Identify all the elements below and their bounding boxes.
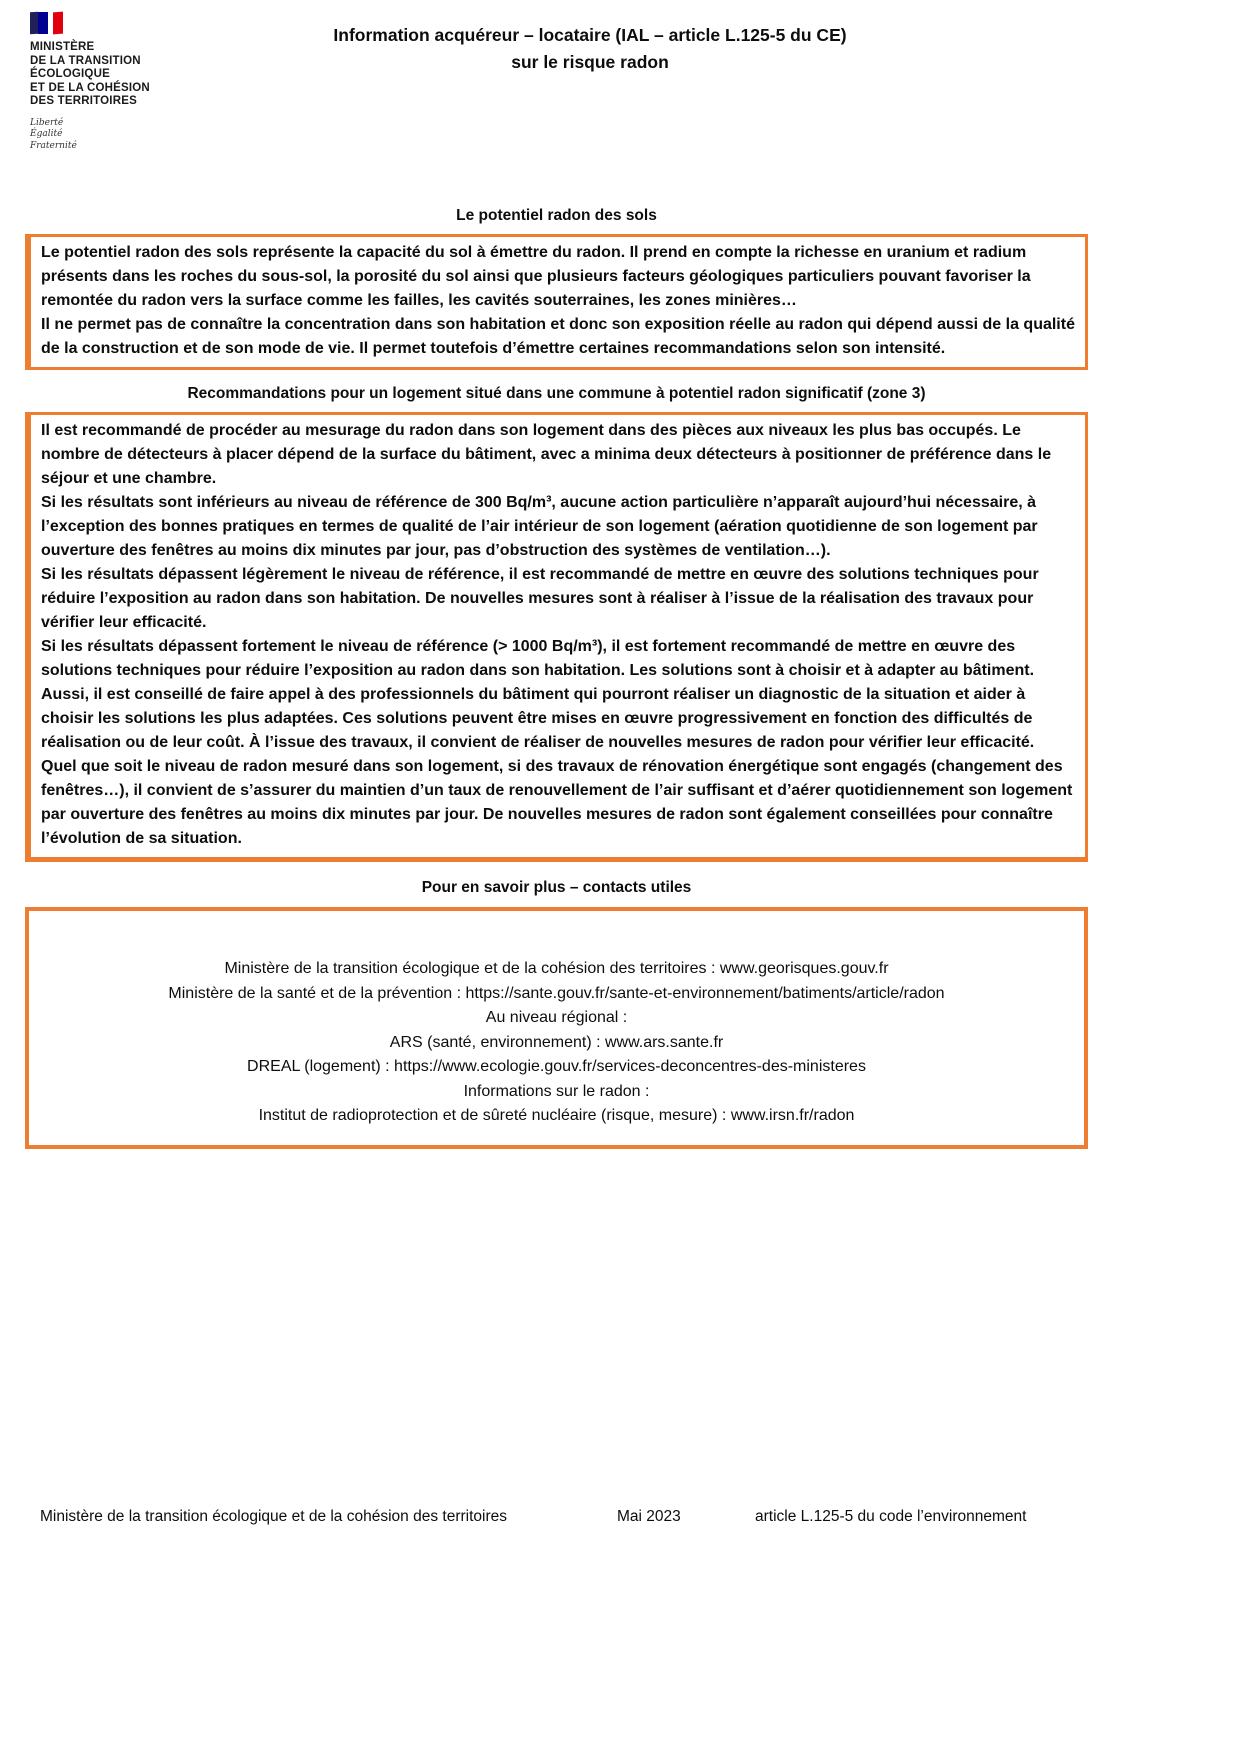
- contact-line: Institut de radioprotection et de sûreté nucléaire (risque, mesure) : www.irsn.fr/radon: [258, 1107, 855, 1124]
- contacts-box: [25, 907, 1088, 1149]
- republic-motto: [30, 118, 150, 153]
- paragraph: Le potentiel radon des sols représente la capacité du sol à émettre du radon. Il prend en compte la richesse en uranium et radium présents dans les roches du sous-sol, la porosité du sol ainsi que plusieurs facteurs géologiques particuliers pouvant favoriser la remontée du radon vers la surface comme les failles, les cavités souterraines, les zones minières…: [41, 244, 1031, 309]
- paragraph: Si les résultats dépassent fortement le niveau de référence (> 1000 Bq/m³), il est fortement recommandé de mettre en œuvre des solutions techniques pour réduire l’exposition au radon dans son habitation. Les solutions sont à choisir et à adapter au bâtiment. Aussi, il est conseillé de faire appel à des professionnels du bâtiment qui pourront réaliser un diagnostic de la situation et aider à choisir les solutions les plus adaptées. Ces solutions peuvent être mises en œuvre progressivement en fonction des difficultés de réalisation ou de leur coût. À l’issue des travaux, il convient de réaliser de nouvelles mesures de radon pour vérifier leur efficacité.: [41, 638, 1035, 751]
- section-heading-contacts: Pour en savoir plus – contacts utiles: [421, 879, 692, 896]
- contact-line: Informations sur le radon :: [463, 1082, 650, 1100]
- paragraph: Si les résultats sont inférieurs au niveau de référence de 300 Bq/m³, aucune action particulière n’apparaît aujourd’hui nécessaire, à l’exception des bonnes pratiques en termes de qualité de l’air intérieur de son logement (aération quotidienne de son logement par ouverture des fenêtres au moins dix minutes par jour, pas d’obstruction des systèmes de ventilation…).: [41, 494, 1038, 559]
- paragraph: Il est recommandé de procéder au mesurage du radon dans son logement dans des pièces aux niveaux les plus bas occupés. Le nombre de détecteurs à placer dépend de la surface du bâtiment, avec a minima deux détecteurs à positionner de préférence dans le séjour et une chambre.: [41, 422, 1052, 487]
- paragraph: Si les résultats dépassent légèrement le niveau de référence, il est recommandé de mettre en œuvre des solutions techniques pour réduire l’exposition au radon dans son habitation. De nouvelles mesures sont à réaliser à l’issue de la réalisation des travaux pour vérifier leur efficacité.: [41, 566, 1039, 631]
- potentiel-radon-box: [25, 234, 1088, 370]
- french-flag-icon: [30, 12, 67, 34]
- title-line-2: sur le risque radon: [511, 52, 669, 72]
- flag-fold-bar: [30, 12, 38, 35]
- flag-blue-bar: [38, 12, 48, 34]
- paragraph: Quel que soit le niveau de radon mesuré dans son logement, si des travaux de rénovation énergétique sont engagés (changement des fenêtres…), il convient de s’assurer du maintien d’un taux de renouvellement de l’air suffisant et d’aérer quotidiennement son logement par ouverture des fenêtres au moins dix minutes par jour. De nouvelles mesures de radon sont également conseillées pour connaître l’évolution de sa situation.: [41, 758, 1073, 847]
- motto-line: Égalité: [30, 129, 63, 139]
- footer-date: Mai 2023: [617, 1508, 681, 1525]
- contact-line: Ministère de la transition écologique et de la cohésion des territoires : www.georisques.gouv.fr: [224, 960, 889, 977]
- ministry-line: DE LA TRANSITION: [30, 54, 141, 67]
- ministry-line: ÉCOLOGIQUE: [30, 68, 110, 80]
- motto-line: Fraternité: [30, 140, 77, 151]
- paragraph: Il ne permet pas de connaître la concentration dans son habitation et donc son exposition réelle au radon qui dépend aussi de la qualité de la construction et de son mode de vie. Il permet toutefois d’émettre certaines recommandations selon son intensité.: [41, 316, 1075, 357]
- footer-ministry: Ministère de la transition écologique et de la cohésion des territoires: [40, 1508, 507, 1525]
- document-title: [160, 22, 1020, 76]
- ministry-name: [30, 41, 150, 109]
- ministry-line: ET DE LA COHÉSION: [30, 81, 150, 94]
- contact-line: DREAL (logement) : https://www.ecologie.gouv.fr/services-deconcentres-des-ministeres: [247, 1058, 866, 1075]
- document-body: [25, 206, 1088, 1149]
- contact-line: Ministère de la santé et de la prévention : https://sante.gouv.fr/sante-et-environnement/batiments/article/radon: [168, 984, 945, 1002]
- footer-article: article L.125-5 du code l’environnement: [755, 1508, 1027, 1525]
- ministry-line: MINISTÈRE: [30, 41, 95, 53]
- ministry-line: DES TERRITOIRES: [30, 95, 137, 107]
- flag-red-bar: [53, 12, 63, 35]
- contact-line: ARS (santé, environnement) : www.ars.sante.fr: [389, 1033, 724, 1051]
- motto-line: Liberté: [30, 117, 64, 128]
- page-footer: [0, 1508, 1240, 1532]
- section-heading-potentiel: Le potentiel radon des sols: [456, 207, 657, 224]
- contact-line: Au niveau régional :: [485, 1009, 628, 1026]
- title-line-1: Information acquéreur – locataire (IAL – article L.125-5 du CE): [333, 25, 847, 45]
- gov-logo: [30, 12, 150, 152]
- section-heading-recommandations: Recommandations pour un logement situé dans une commune à potentiel radon significatif (zone 3): [187, 385, 926, 402]
- recommandations-box: [25, 412, 1088, 862]
